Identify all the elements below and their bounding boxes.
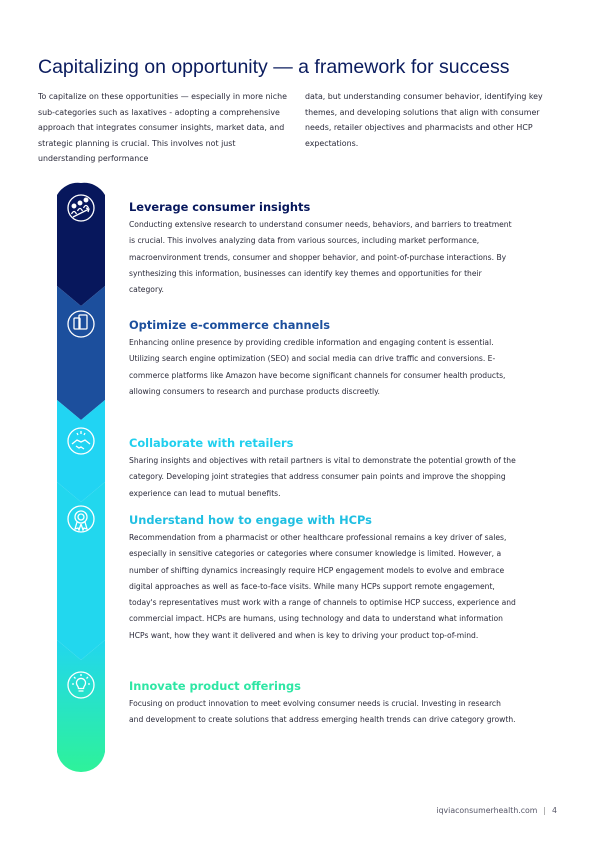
section-title: Leverage consumer insights bbox=[129, 200, 311, 214]
award-badge-icon bbox=[68, 506, 94, 532]
section-title: Collaborate with retailers bbox=[129, 436, 294, 450]
page-footer bbox=[436, 806, 557, 815]
intro-column-2: data, but understanding consumer behavior, identifying key themes, and developing solutions that align with consumer needs, retailer objectives and pharmacists and other HCP expectations. bbox=[305, 92, 543, 148]
lightbulb-icon bbox=[68, 672, 94, 698]
ribbon-segment-5 bbox=[57, 640, 105, 772]
ribbon-segment-1 bbox=[57, 183, 105, 306]
ribbon-segment-2 bbox=[57, 286, 105, 420]
section-innovate-products bbox=[129, 679, 517, 729]
footer-separator: | bbox=[543, 806, 547, 815]
people-growth-icon bbox=[68, 195, 94, 221]
section-engage-hcps bbox=[129, 513, 517, 644]
section-collaborate-retailers bbox=[129, 436, 517, 502]
handshake-icon bbox=[68, 428, 94, 454]
section-optimize-ecommerce bbox=[129, 318, 517, 400]
page-title: Capitalizing on opportunity — a framework for success bbox=[38, 56, 510, 78]
section-title: Understand how to engage with HCPs bbox=[129, 513, 372, 527]
devices-icon bbox=[68, 311, 94, 337]
section-body: Sharing insights and objectives with retail partners is vital to demonstrate the potential growth of the category. Developing joint strategies that address consumer pain points and improve the shopping experience can lead to mutual benefits. bbox=[129, 456, 516, 498]
section-body: Conducting extensive research to understand consumer needs, behaviors, and barriers to treatment is crucial. This involves analyzing data from various sources, including market performance, macroenvironment trends, consumer and shopper behavior, and point-of-purchase interactions. By synthesizing this information, businesses can identify key themes and opportunities for their category. bbox=[129, 220, 512, 295]
page-number: 4 bbox=[552, 806, 557, 815]
section-body: Enhancing online presence by providing credible information and engaging content is essential. Utilizing search engine optimization (SEO) and social media can drive traffic and conversions. E-commerce platforms like Amazon have become significant channels for consumer health products, allowing consumers to research and purchase products discreetly. bbox=[129, 338, 506, 396]
section-title: Innovate product offerings bbox=[129, 679, 301, 693]
section-body: Focusing on product innovation to meet evolving consumer needs is crucial. Investing in research and development to create solutions that address emerging health trends can drive category growth. bbox=[129, 699, 516, 725]
intro-column-1: To capitalize on these opportunities — especially in more niche sub-categories such as laxatives - adopting a comprehensive approach that integrates consumer insights, market data, and strategic planning is crucial. This involves not just understanding performance bbox=[38, 92, 287, 164]
footer-site-link[interactable]: iqviaconsumerhealth.com bbox=[436, 806, 538, 815]
ribbon-segment-4 bbox=[57, 482, 105, 660]
ribbon-segment-3 bbox=[57, 400, 105, 502]
section-title: Optimize e-commerce channels bbox=[129, 318, 331, 332]
section-leverage-consumer-insights bbox=[129, 200, 517, 298]
section-body: Recommendation from a pharmacist or other healthcare professional remains a key driver of sales, especially in sensitive categories or categories where consumer knowledge is limited. However, a number of shifting dynamics increasingly require HCP engagement models to evolve and embrace digital approaches as well as face-to-face visits. While many HCPs support remote engagement, today's representatives must work with a range of channels to optimise HCP success, experience and commercial impact. HCPs are humans, using technology and data to understand what information HCPs want, how they want it delivered and when is key to driving your product top-of-mind. bbox=[129, 533, 516, 640]
